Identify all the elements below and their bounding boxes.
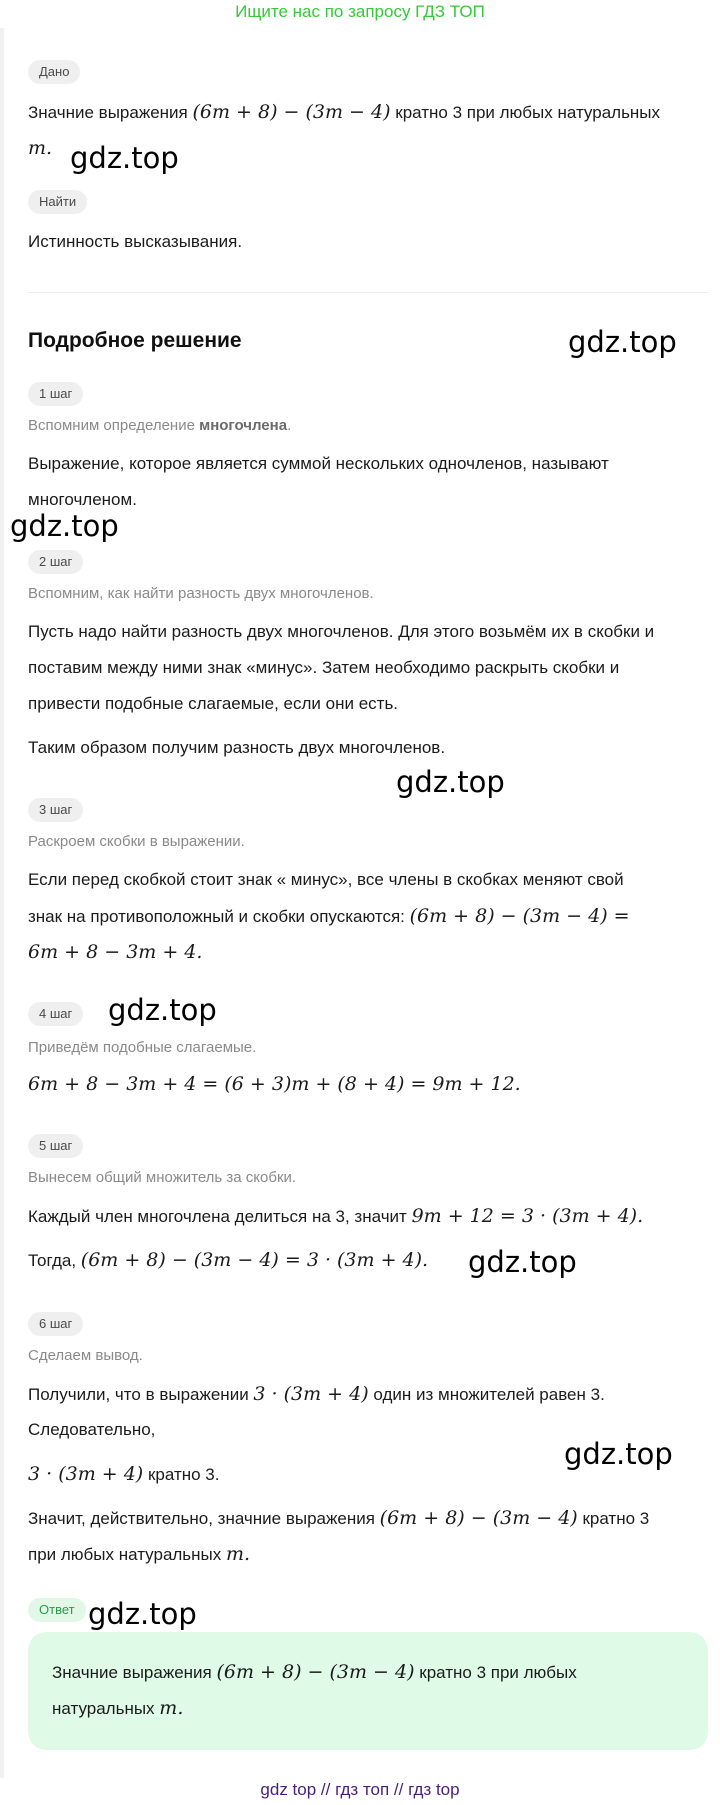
watermark: gdz.top <box>468 1245 577 1279</box>
given-line-1 <box>28 94 660 131</box>
step-5-text: Каждый член многочлена делиться на 3, значит <box>28 1207 407 1226</box>
step-2-line-4: Таким образом получим разность двух многочленов. <box>28 738 446 757</box>
step-2-line-3: привести подобные слагаемые, если они есть. <box>28 694 399 713</box>
step-6-natural-text: при любых натуральных <box>28 1545 222 1564</box>
given-label: Дано <box>28 60 80 84</box>
step-6-conclusion-expression: (6m + 8) − (3m − 4) <box>379 1507 578 1529</box>
step-6-multiple: кратно 3. <box>147 1465 220 1484</box>
given-expression: (6m + 8) − (3m − 4) <box>192 101 391 123</box>
step-3-line-1: Если перед скобкой стоит знак « минус», все члены в скобках меняют свой <box>28 870 624 889</box>
step-6-variable: m. <box>226 1543 251 1565</box>
step-4-label: 4 шаг <box>28 1002 83 1026</box>
step-2-label: 2 шаг <box>28 550 83 574</box>
footer-links[interactable]: gdz top // гдз топ // гдз top <box>260 1780 460 1799</box>
step-6-line-3 <box>28 1456 219 1493</box>
watermark: gdz.top <box>10 509 119 543</box>
watermark: gdz.top <box>396 765 505 799</box>
step-4-badge <box>28 1002 83 1026</box>
step-5-then: Тогда, <box>28 1251 77 1270</box>
watermark: gdz.top <box>88 1597 197 1631</box>
step-3-badge <box>28 798 83 822</box>
step-6-expression: 3 · (3m + 4) <box>253 1383 369 1405</box>
watermark: gdz.top <box>70 141 179 175</box>
find-badge <box>28 190 87 214</box>
step-6-conclusion-tail: кратно 3 <box>582 1509 650 1528</box>
step-3-text: знак на противоположный и скобки опускаются: <box>28 907 405 926</box>
step-2-badge <box>28 550 83 574</box>
step-5-label: 5 шаг <box>28 1134 83 1158</box>
given-text: Значние выражения <box>28 103 188 122</box>
step-5-hint: Вынесем общий множитель за скобки. <box>28 1169 297 1186</box>
step-3-expression: (6m + 8) − (3m − 4) = <box>409 905 630 927</box>
step-1-badge <box>28 382 83 406</box>
step-3-result: 6m + 8 − 3m + 4. <box>28 941 203 963</box>
step-3-label: 3 шаг <box>28 798 83 822</box>
step-5-expression: 9m + 12 = 3 · (3m + 4). <box>411 1205 644 1227</box>
step-1-hint-pre: Вспомним определение <box>28 417 200 434</box>
left-border <box>0 28 4 1778</box>
step-1-hint-post: . <box>287 417 292 434</box>
step-3-hint: Раскроем скобки в выражении. <box>28 833 245 850</box>
answer-tail: кратно 3 при любых <box>419 1663 577 1682</box>
step-6-line-4 <box>28 1500 649 1537</box>
step-1-label: 1 шаг <box>28 382 83 406</box>
step-6-text: Получили, что в выражении <box>28 1385 249 1404</box>
step-4-expression: 6m + 8 − 3m + 4 = (6 + 3)m + (8 + 4) = 9m + 12. <box>28 1073 521 1095</box>
step-6-conclusion-text: Значит, действительно, значние выражения <box>28 1509 375 1528</box>
step-5-badge <box>28 1134 83 1158</box>
step-6-hint: Сделаем вывод. <box>28 1347 143 1364</box>
step-2-hint: Вспомним, как найти разность двух многочленов. <box>28 585 374 602</box>
find-label: Найти <box>28 190 87 214</box>
step-5-line-2 <box>28 1242 428 1279</box>
step-6-label: 6 шаг <box>28 1312 83 1336</box>
step-6-line-1 <box>28 1376 605 1413</box>
answer-line-1 <box>52 1654 577 1691</box>
given-tail: кратно 3 при любых натуральных <box>395 103 661 122</box>
answer-variable: m. <box>159 1697 184 1719</box>
answer-line-2 <box>52 1690 183 1727</box>
answer-label: Ответ <box>28 1598 86 1622</box>
watermark: gdz.top <box>108 993 217 1027</box>
step-6-badge <box>28 1312 83 1336</box>
step-1-hint-bold: многочлена <box>199 417 288 434</box>
step-6-product: 3 · (3m + 4) <box>28 1463 144 1485</box>
given-badge <box>28 60 80 84</box>
step-2-line-1: Пусть надо найти разность двух многочленов. Для этого возьмём их в скобки и <box>28 622 655 641</box>
solution-title: Подробное решение <box>28 329 242 352</box>
step-5-identity: (6m + 8) − (3m − 4) = 3 · (3m + 4). <box>80 1249 429 1271</box>
watermark: gdz.top <box>564 1437 673 1471</box>
step-3-line-3 <box>28 934 202 971</box>
given-variable: m. <box>28 137 53 159</box>
step-1-hint <box>28 414 291 438</box>
step-1-line-1: Выражение, которое является суммой нескольких одночленов, называют <box>28 454 609 473</box>
step-2-line-2: поставим между ними знак «минус». Затем необходимо раскрыть скобки и <box>28 658 620 677</box>
answer-text: Значние выражения <box>52 1663 212 1682</box>
answer-expression: (6m + 8) − (3m − 4) <box>216 1661 415 1683</box>
given-line-2 <box>28 130 52 167</box>
step-3-line-2 <box>28 898 630 935</box>
answer-natural: натуральных <box>52 1699 155 1718</box>
find-text: Истинность высказывания. <box>28 232 243 251</box>
step-6-line-5 <box>28 1536 250 1573</box>
step-4-hint: Приведём подобные слагаемые. <box>28 1039 257 1056</box>
step-4-line-1 <box>28 1066 521 1103</box>
search-banner: Ищите нас по запросу ГДЗ ТОП <box>235 2 485 21</box>
step-6-line-2: Следовательно, <box>28 1420 156 1439</box>
watermark: gdz.top <box>568 325 677 359</box>
step-5-line-1 <box>28 1198 643 1235</box>
step-6-tail: один из множителей равен 3. <box>373 1385 605 1404</box>
answer-badge <box>28 1598 86 1622</box>
divider <box>28 292 708 293</box>
step-1-line-2: многочленом. <box>28 490 137 509</box>
